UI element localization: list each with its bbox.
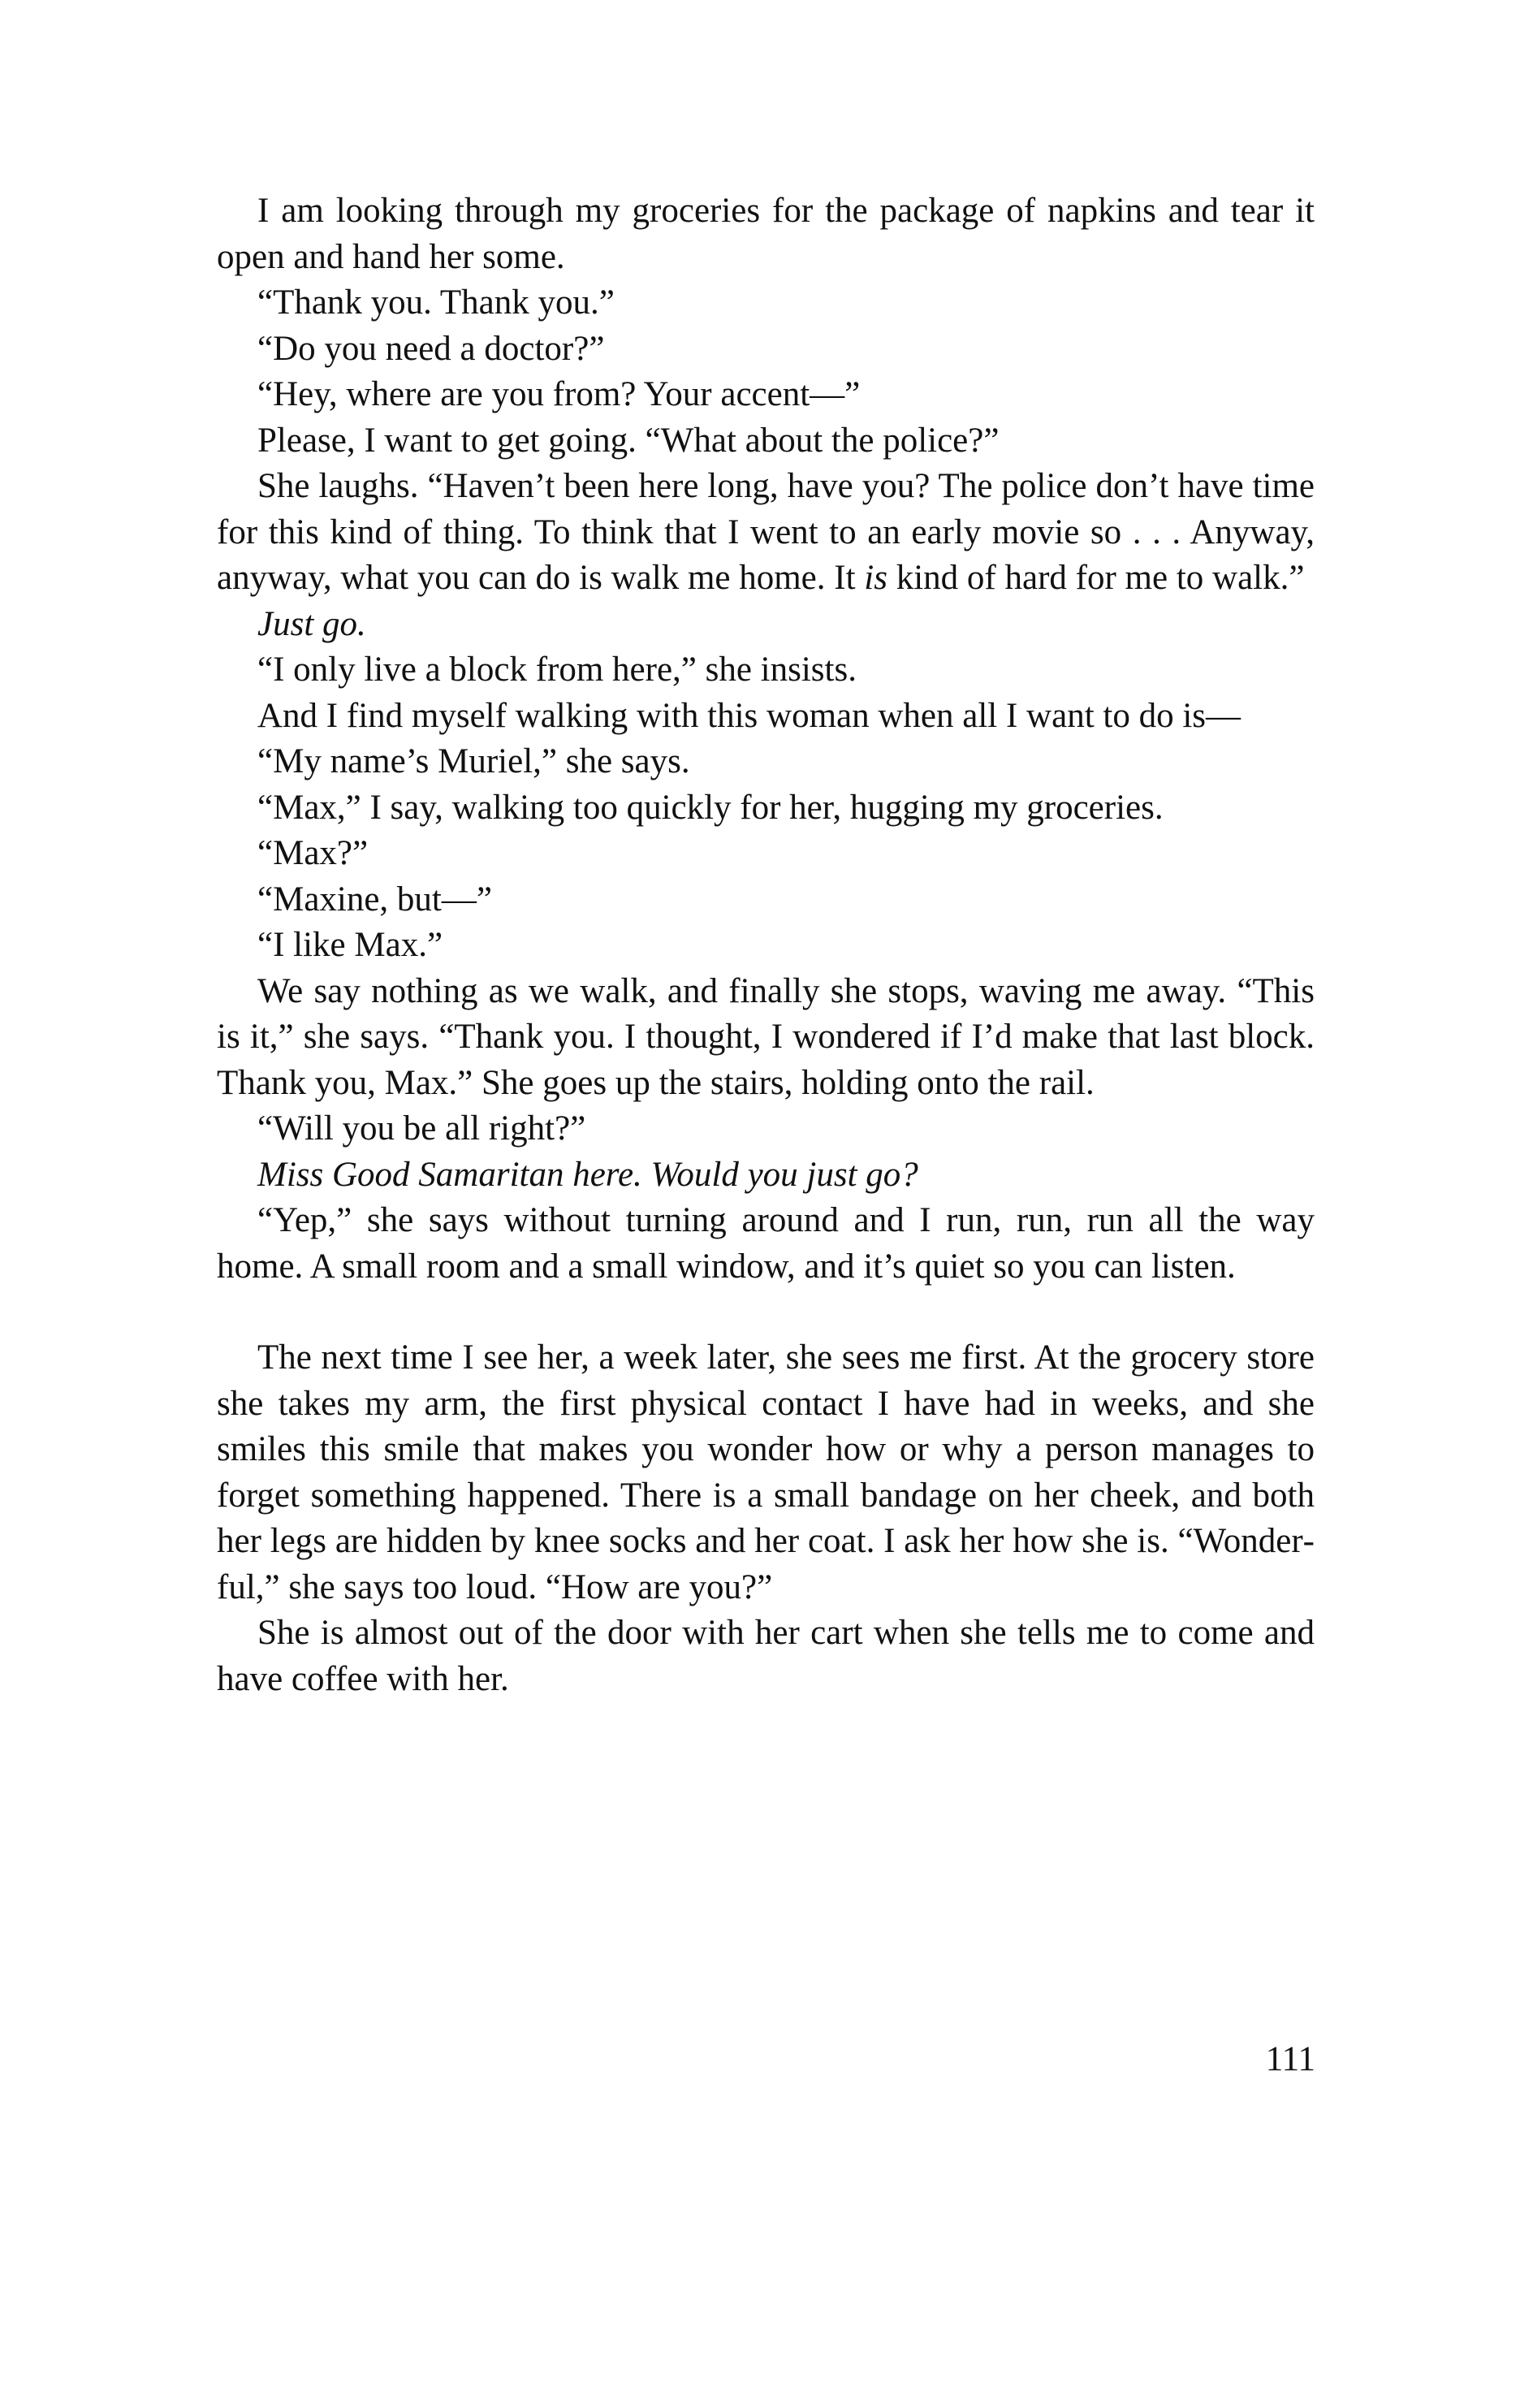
- text-run: “Max,” I say, walking too quickly for her, hugging my groceries.: [257, 788, 1164, 827]
- paragraph: [217, 418, 1315, 465]
- text-run: The next time I see her, a week later, she sees me first. At the grocery store she takes my arm, the first physical contact I have had in weeks, and she smiles this smile that makes you wonder how or why a person manages to forget something happened. There is a small bandage on her cheek, and both her legs are hidden by knee socks and her coat. I ask her how she is. “Wonderful,” she says too loud. “How are you?”: [217, 1338, 1315, 1606]
- paragraph: [217, 602, 1315, 648]
- paragraph: [217, 372, 1315, 418]
- text-run: “Do you need a doctor?”: [257, 329, 605, 368]
- text-run: We say nothing as we walk, and finally she stops, waving me away. “This is it,” she says. “Thank you. I thought, I wondered if I’d make that last block. Thank you, Max.” She goes up the stairs, holding onto the rail.: [217, 971, 1315, 1102]
- text-run: She laughs. “Haven’t been here long, have you? The police don’t have time for this kind of thing. To think that I went to an early movie so . . . Anyway, anyway, what you can do is walk me home. It: [217, 467, 1315, 597]
- paragraph: [217, 969, 1315, 1107]
- paragraph: [217, 739, 1315, 785]
- text-run: “I only live a block from here,” she insists.: [257, 651, 857, 689]
- paragraph: [217, 923, 1315, 969]
- paragraph: [217, 188, 1315, 280]
- paragraph: [217, 1610, 1315, 1702]
- text-run: I am looking through my groceries for the package of napkins and tear it open and hand her some.: [217, 192, 1315, 276]
- paragraph: [217, 1152, 1315, 1199]
- page-number: 111: [1265, 2040, 1315, 2078]
- text-run: And I find myself walking with this woman when all I want to do is—: [257, 696, 1242, 735]
- text-run: “Max?”: [257, 834, 369, 872]
- text-run: “Thank you. Thank you.”: [257, 283, 615, 322]
- text-run: “Maxine, but—”: [257, 880, 492, 919]
- italic-text: Miss Good Samaritan here. Would you just go?: [257, 1155, 918, 1194]
- text-run: “Yep,” she says without turning around and I run, run, run all the way home. A small room and a small window, and it’s quiet so you can listen.: [217, 1201, 1315, 1286]
- paragraph: [217, 326, 1315, 373]
- text-run: “Will you be all right?”: [257, 1109, 586, 1148]
- text-run: “I like Max.”: [257, 926, 443, 964]
- paragraph: [217, 1198, 1315, 1290]
- paragraph: [217, 877, 1315, 923]
- text-run: She is almost out of the door with her cart when she tells me to come and have coffee with her.: [217, 1614, 1315, 1698]
- text-run: Please, I want to get going. “What about the police?”: [257, 421, 1000, 460]
- paragraph: [217, 1335, 1315, 1610]
- text-run: “Hey, where are you from? Your accent—”: [257, 375, 861, 413]
- paragraph: [217, 694, 1315, 740]
- text-run: “My name’s Muriel,” she says.: [257, 742, 690, 780]
- text-run: kind of hard for me to walk.”: [887, 559, 1305, 597]
- paragraph: [217, 831, 1315, 877]
- paragraph: [217, 280, 1315, 326]
- paragraph: [217, 785, 1315, 832]
- body-text: [217, 188, 1315, 1702]
- italic-text: is: [864, 559, 887, 597]
- paragraph: [217, 647, 1315, 694]
- italic-text: Just go.: [257, 604, 366, 643]
- paragraph: [217, 1106, 1315, 1152]
- paragraph: [217, 464, 1315, 602]
